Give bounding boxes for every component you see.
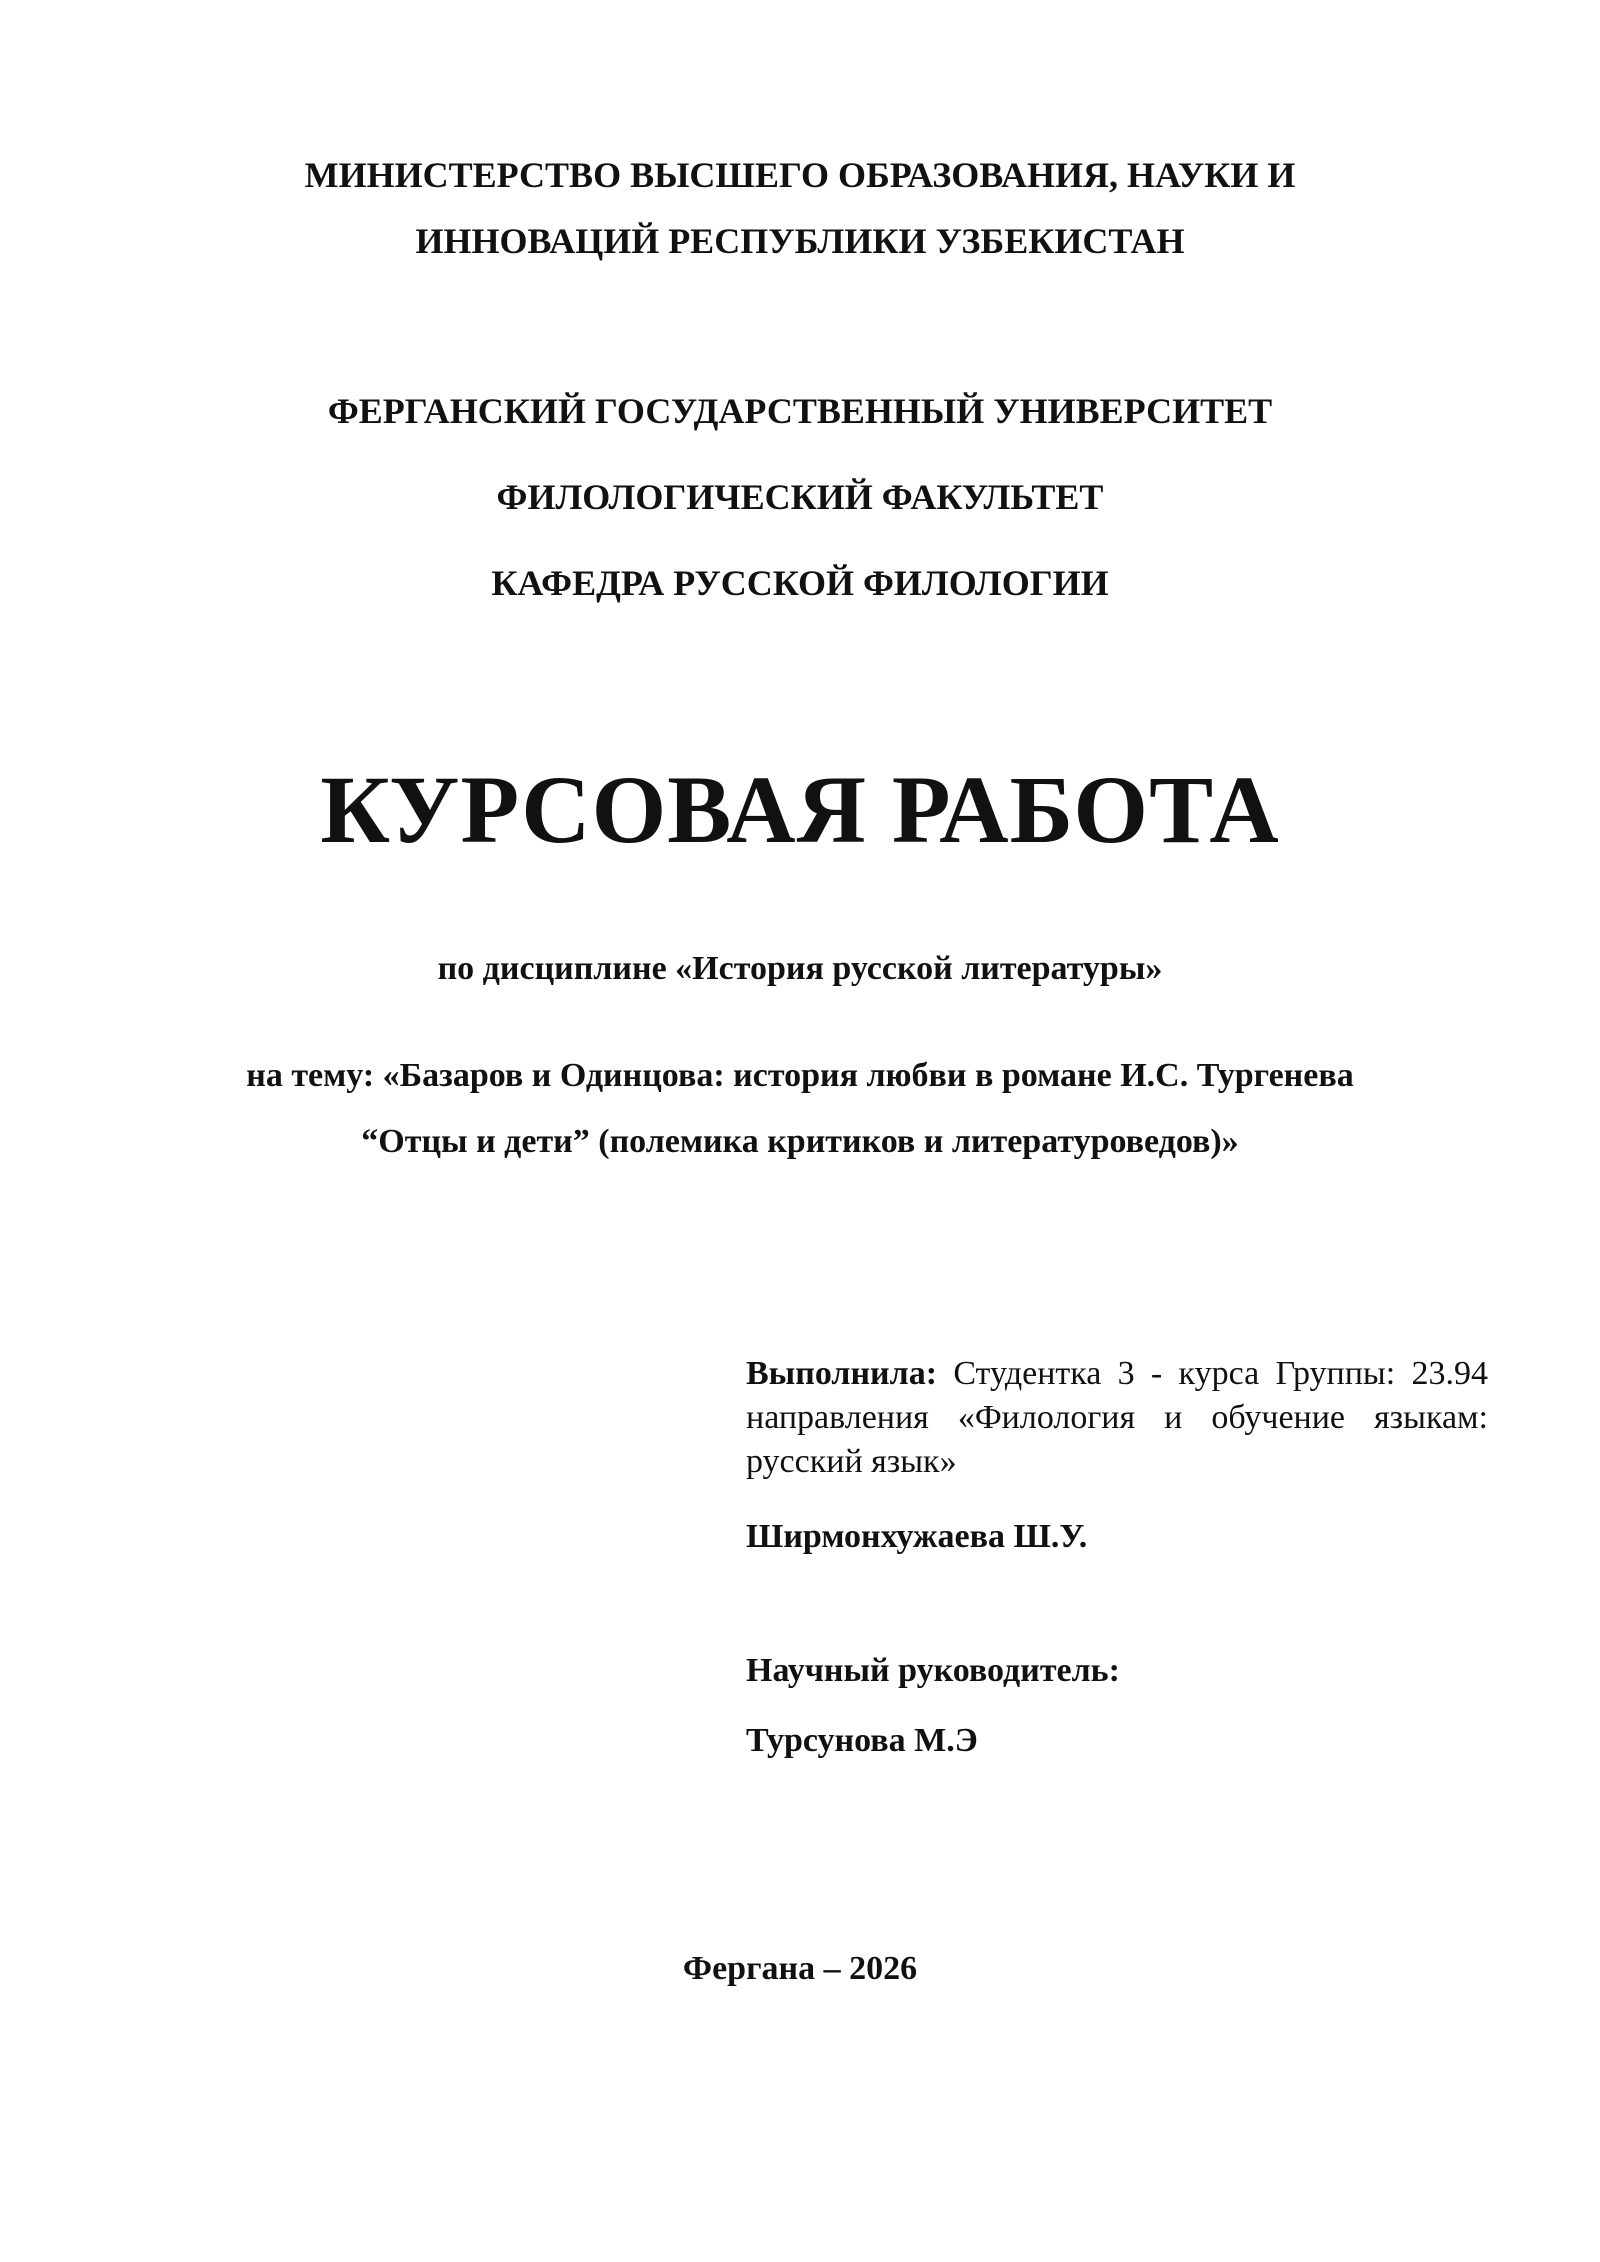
supervisor-label: Научный руководитель: xyxy=(746,1652,1120,1689)
performer-name: Ширмонхужаева Ш.У. xyxy=(746,1518,1088,1555)
performer-label: Выполнила: xyxy=(746,1355,938,1392)
faculty-name: ФИЛОЛОГИЧЕСКИЙ ФАКУЛЬТЕТ xyxy=(496,477,1104,517)
department-name: КАФЕДРА РУССКОЙ ФИЛОЛОГИИ xyxy=(491,563,1109,603)
document-title: КУРСОВАЯ РАБОТА xyxy=(320,756,1280,863)
ministry-line-1: МИНИСТЕРСТВО ВЫСШЕГО ОБРАЗОВАНИЯ, НАУКИ И xyxy=(304,155,1296,195)
theme-line-2: “Отцы и дети” (полемика критиков и литературоведов)» xyxy=(361,1123,1239,1160)
performer-text: Студентка 3 - курса Группы: 23.94 направления «Филология и обучение языкам: русский язык» xyxy=(746,1355,1488,1480)
performer-block xyxy=(746,1352,1488,1484)
theme-line-1: на тему: «Базаров и Одинцова: история любви в романе И.С. Тургенева xyxy=(246,1057,1354,1094)
university-name: ФЕРГАНСКИЙ ГОСУДАРСТВЕННЫЙ УНИВЕРСИТЕТ xyxy=(327,391,1273,431)
city-year: Фергана – 2026 xyxy=(682,1950,918,1987)
supervisor-name: Турсунова М.Э xyxy=(746,1722,978,1759)
ministry-line-2: ИННОВАЦИЙ РЕСПУБЛИКИ УЗБЕКИСТАН xyxy=(415,221,1185,261)
discipline-line: по дисциплине «История русской литературы» xyxy=(437,950,1163,987)
